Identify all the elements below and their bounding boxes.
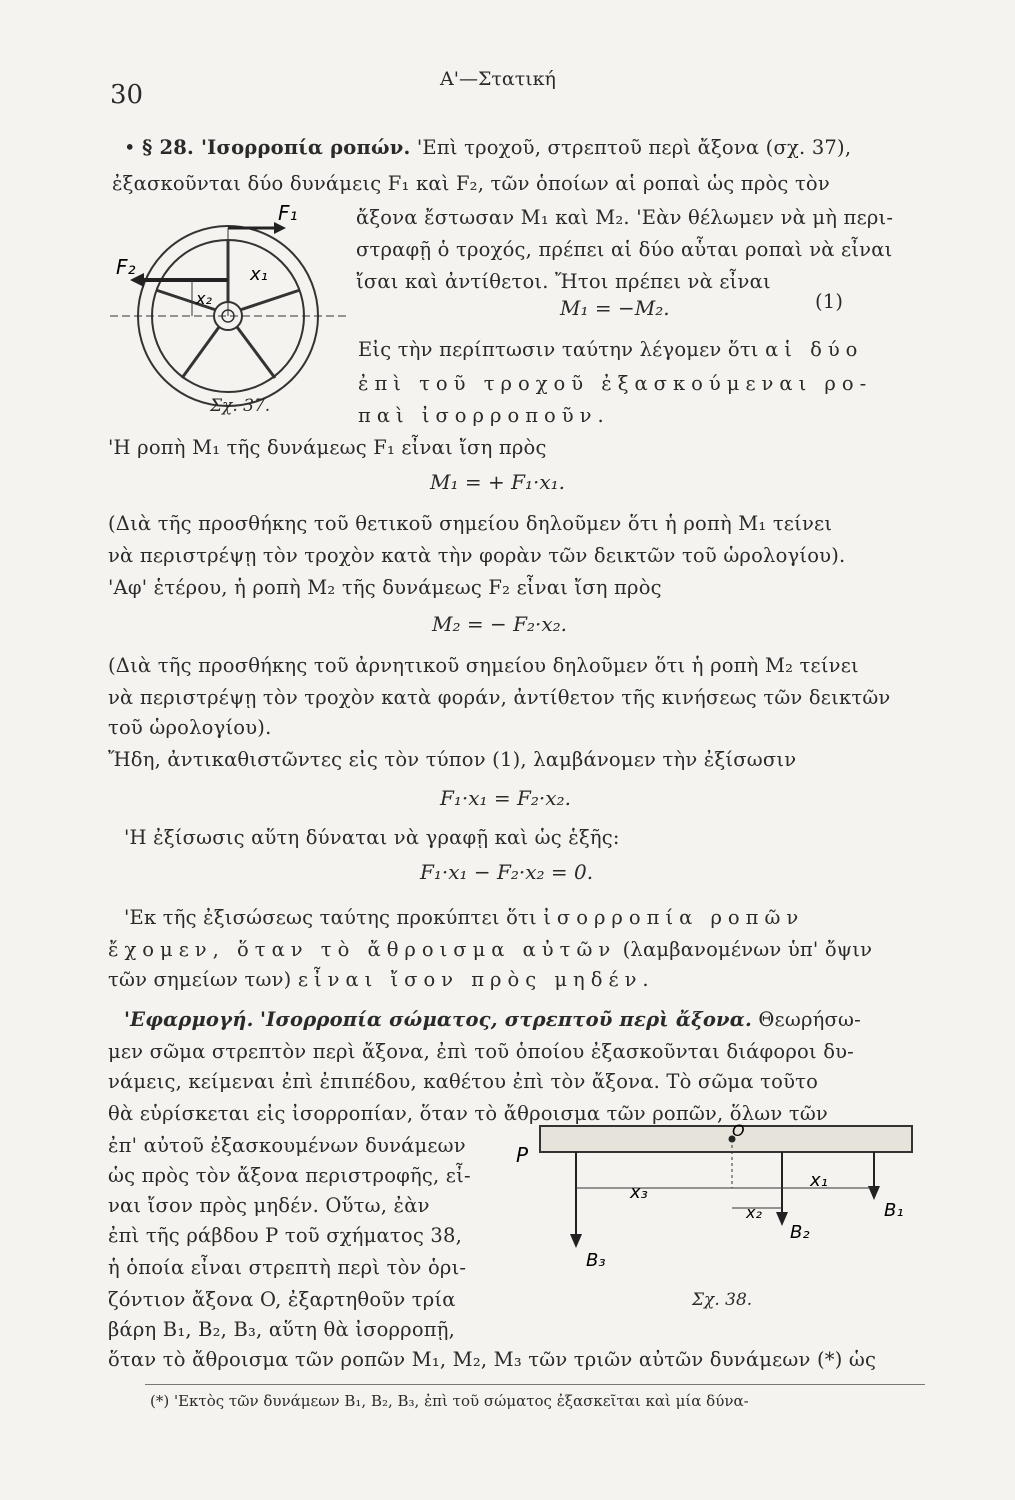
rod-p: [540, 1126, 912, 1152]
paragraph-line: ὡς πρὸς τὸν ἄξονα περιστροφῆς, εἶ-: [108, 1164, 471, 1187]
paragraph-line: ἐπ' αὐτοῦ ἐξασκουμένων δυνάμεων: [108, 1134, 466, 1157]
text-run: (λαμβανομένων ὑπ' ὄψιν: [622, 938, 873, 961]
paragraph-line: ζόντιον ἄξονα O, ἐξαρτηθοῦν τρία: [108, 1288, 456, 1311]
paragraph-line: [124, 906, 804, 929]
paragraph-line: [124, 1008, 861, 1031]
text-run: τῶν σημείων των): [108, 968, 292, 991]
equation-number: (1): [815, 290, 844, 313]
footnote-rule: [145, 1384, 925, 1385]
paragraph-line: (Διὰ τῆς προσθήκης τοῦ ἀρνητικοῦ σημείου δηλοῦμεν ὅτι ἡ ροπὴ M₂ τείνει: [108, 654, 859, 677]
equation-3: M₂ = − F₂·x₂.: [432, 612, 567, 636]
equation-5: F₁·x₁ − F₂·x₂ = 0.: [420, 860, 594, 884]
running-title: Α'—Στατική: [440, 68, 556, 90]
spaced-paragraph-line: ἐπὶ τοῦ τροχοῦ ἐξασκούμεναι ρο-: [358, 372, 873, 395]
bullet-mark: •: [124, 136, 136, 159]
paragraph-line: νὰ περιστρέψῃ τὸν τροχὸν κατὰ φοράν, ἀντίθετον τῆς κινήσεως τῶν δεικτῶν: [108, 686, 891, 709]
figure-38-caption: Σχ. 38.: [692, 1290, 753, 1310]
wheel-spoke: [240, 290, 300, 310]
page-number: 30: [110, 80, 144, 110]
figure-37-caption: Σχ. 37.: [210, 396, 271, 416]
paragraph-line: 'Αφ' ἑτέρου, ἡ ροπὴ M₂ τῆς δυνάμεως F₂ εἶναι ἴση πρὸς: [108, 576, 662, 599]
paragraph-line: ἴσαι καὶ ἀντίθετοι. Ἤτοι πρέπει νὰ εἶναι: [356, 270, 771, 293]
paragraph-line: [358, 338, 863, 361]
spaced-text: αἱ δύο: [765, 338, 864, 361]
paragraph-line: 'Η ροπὴ M₁ τῆς δυνάμεως F₁ εἶναι ἴση πρὸς: [108, 436, 547, 459]
paragraph-line: ναι ἴσον πρὸς μηδέν. Οὕτω, ἐὰν: [108, 1194, 430, 1217]
paragraph-line: ἐξασκοῦνται δύο δυνάμεις F₁ καὶ F₂, τῶν ὁποίων αἱ ροπαὶ ὡς πρὸς τὸν: [112, 172, 830, 195]
spaced-text: ἔχομεν, ὅταν τὸ ἄθροισμα αὐτῶν: [108, 938, 617, 961]
application-title: 'Ισορροπία σώματος, στρεπτοῦ περὶ ἄξονα.: [259, 1008, 752, 1031]
weight-b2-arrowhead: [776, 1212, 788, 1226]
paragraph-line: μεν σῶμα στρεπτὸν περὶ ἄξονα, ἐπὶ τοῦ ὁποίου ἐξασκοῦνται διάφοροι δυ-: [108, 1040, 854, 1063]
paragraph-line: Ἤδη, ἀντικαθιστῶντες εἰς τὸν τύπον (1), λαμβάνομεν τὴν ἐξίσωσιν: [108, 748, 797, 771]
paragraph-line: [108, 938, 872, 961]
application-label: 'Εφαρμογή.: [124, 1008, 254, 1031]
label-p: P: [516, 1143, 529, 1167]
spaced-paragraph-line: παὶ ἰσορροποῦν.: [358, 404, 610, 427]
paragraph-line: ἐπὶ τῆς ράβδου P τοῦ σχήματος 38,: [108, 1224, 462, 1247]
label-x2: x₂: [196, 289, 212, 308]
label-x2: x₂: [746, 1203, 762, 1222]
section-title: § 28. 'Ισορροπία ροπών.: [142, 136, 411, 159]
paragraph-line: στραφῇ ὁ τροχός, πρέπει αἱ δύο αὗται ροπαὶ νὰ εἶναι: [356, 238, 893, 261]
paragraph-line: ἡ ὁποία εἶναι στρεπτὴ περὶ τὸν ὁρι-: [108, 1256, 467, 1279]
label-b2: B₂: [790, 1222, 810, 1243]
equation-2: M₁ = + F₁·x₁.: [430, 470, 565, 494]
spaced-text: εἶναι ἴσον πρὸς μηδέν.: [297, 968, 655, 991]
paragraph-line: 'Η ἐξίσωσις αὕτη δύναται νὰ γραφῇ καὶ ὡς ἑξῆς:: [124, 826, 620, 849]
label-x1: x₁: [250, 264, 268, 285]
wheel-spoke: [182, 327, 219, 378]
label-x1: x₁: [810, 1170, 828, 1191]
equation-4: F₁·x₁ = F₂·x₂.: [440, 786, 571, 810]
wheel-spoke: [237, 327, 275, 378]
text-run: Θεωρήσω-: [758, 1008, 861, 1031]
paragraph-line: νάμεις, κείμεναι ἐπὶ ἐπιπέδου, καθέτου ἐπὶ τὸν ἄξονα. Τὸ σῶμα τοῦτο: [108, 1070, 819, 1093]
section-text: 'Επὶ τροχοῦ, στρεπτοῦ περὶ ἄξονα (σχ. 37),: [416, 136, 852, 159]
spaced-text: ἰσορροπία ροπῶν: [543, 906, 805, 929]
paragraph-line: ὅταν τὸ ἄθροισμα τῶν ροπῶν M₁, M₂, M₃ τῶν τριῶν αὐτῶν δυνάμεων (*) ὡς: [108, 1348, 877, 1371]
label-f1: F₁: [278, 201, 298, 225]
paragraph-line: βάρη B₁, B₂, B₃, αὕτη θὰ ἰσορροπῇ,: [108, 1318, 456, 1341]
paragraph-line: [124, 136, 851, 159]
footnote: (*) 'Εκτὸς τῶν δυνάμεων B₁, B₂, B₃, ἐπὶ τοῦ σώματος ἐξασκεῖται καὶ μία δύνα-: [150, 1392, 749, 1410]
paragraph-line: ἄξονα ἔστωσαν M₁ καὶ M₂. 'Εὰν θέλωμεν νὰ μὴ περι-: [356, 206, 894, 229]
label-x3: x₃: [630, 1182, 648, 1203]
label-o: O: [732, 1121, 745, 1140]
weight-b3-arrowhead: [570, 1234, 582, 1248]
paragraph-line: νὰ περιστρέψῃ τὸν τροχὸν κατὰ τὴν φορὰν τῶν δεικτῶν τοῦ ὡρολογίου).: [108, 544, 846, 567]
paragraph-line: [108, 968, 655, 991]
label-b3: B₃: [586, 1250, 606, 1271]
paragraph-line: (Διὰ τῆς προσθήκης τοῦ θετικοῦ σημείου δηλοῦμεν ὅτι ἡ ροπὴ M₁ τείνει: [108, 512, 833, 535]
equation-1: M₁ = −M₂.: [560, 296, 670, 320]
text-run: 'Εκ τῆς ἐξισώσεως ταύτης προκύπτει ὅτι: [124, 906, 537, 929]
text-run: Εἰς τὴν περίπτωσιν ταύτην λέγομεν ὅτι: [358, 338, 759, 361]
paragraph-line: τοῦ ὡρολογίου).: [108, 716, 272, 739]
figure-38: [510, 1118, 920, 1288]
label-b1: B₁: [884, 1200, 904, 1221]
label-f2: F₂: [116, 255, 136, 279]
paragraph-line: θὰ εὑρίσκεται εἰς ἰσορροπίαν, ὅταν τὸ ἄθροισμα τῶν ροπῶν, ὅλων τῶν: [108, 1102, 828, 1125]
